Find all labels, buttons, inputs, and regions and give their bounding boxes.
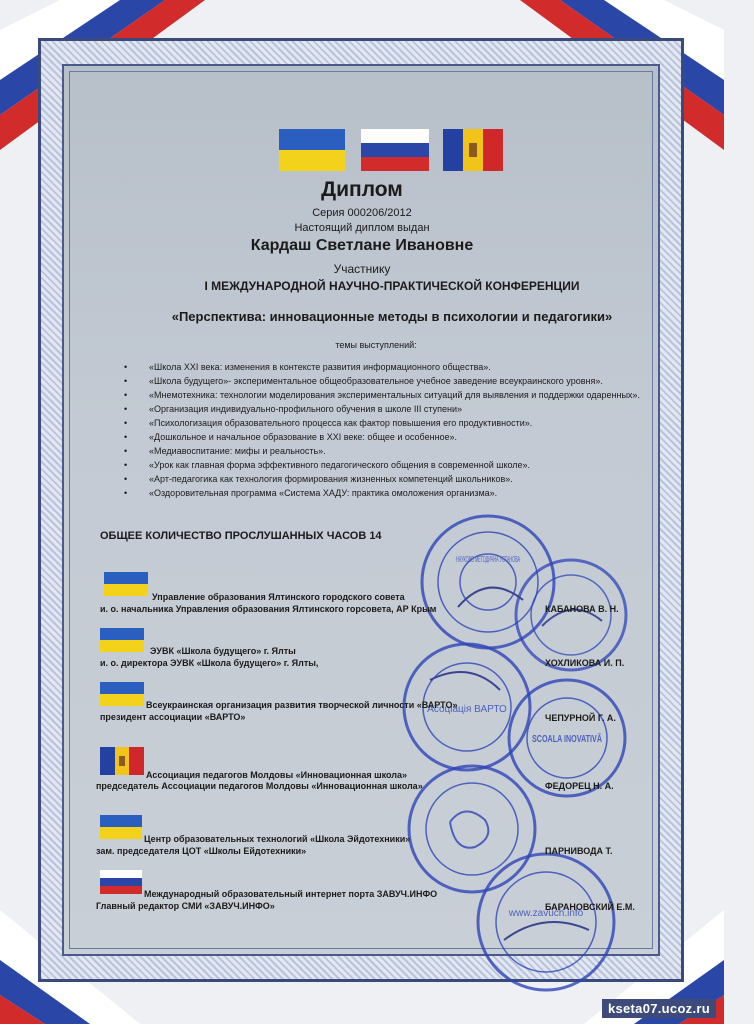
signatory-position: зам. председателя ЦОТ «Школы Ейдотехники» <box>96 846 307 856</box>
seal-text: НАУКОВО МЕТОДИЧНА УСТАНОВА <box>456 555 521 564</box>
signatory-position: и. о. начальника Управления образования Ялтинского горсовета, АР Крым <box>100 604 437 614</box>
signatory-org: Центр образовательных технологий «Школа Эйдотехники» <box>144 834 411 844</box>
signatory-name: ХОХЛИКОВА И. П. <box>545 658 625 668</box>
signatory-org: Международный образовательный интернет порта ЗАВУЧ.ИНФО <box>144 889 438 899</box>
list-item: • «Организация индивидуально-профильного обучения в школе III ступени» <box>118 402 658 416</box>
signatory-name: БАРАНОВСКИЙ Е.М. <box>545 902 635 912</box>
seal-text: Асоціація ВАРТО <box>427 704 507 715</box>
russia-flag-icon <box>361 129 429 171</box>
ukraine-flag-icon <box>104 572 148 596</box>
signatory-org: Ассоциация педагогов Молдовы «Инновационная школа» <box>146 770 407 780</box>
participant-role: Участнику <box>333 262 391 276</box>
watermark: kseta07.ucoz.ru <box>602 999 716 1018</box>
total-hours: ОБЩЕЕ КОЛИЧЕСТВО ПРОСЛУШАННЫХ ЧАСОВ 14 <box>100 530 382 542</box>
conference-title: «Перспектива: инновационные методы в психологии и педагогики» <box>171 309 613 324</box>
russia-flag-icon <box>100 870 142 894</box>
ukraine-flag-icon <box>100 815 142 839</box>
seal-text: www.zavuch.info <box>508 908 584 919</box>
signatory-name: ФЕДОРЕЦ Н. А. <box>545 781 614 791</box>
ukraine-flag-icon <box>100 682 144 706</box>
topics-heading: темы выступлений: <box>335 340 417 350</box>
seal-text: SCOALA INOVATIVĂ <box>532 734 630 745</box>
list-item: • «Арт-педагогика как технология формирования жизненных компетенций школьников». <box>118 472 658 486</box>
issued-text: Настоящий диплом выдан <box>294 222 430 234</box>
ukraine-flag-icon <box>100 628 144 652</box>
signatory-position: и. о. директора ЭУВК «Школа будущего» г. Ялты, <box>100 658 319 668</box>
seal-zavuch-icon <box>474 850 619 995</box>
signatory-name: ПАРНИВОДА Т. <box>545 846 613 856</box>
list-item: • «Мнемотехника: технологии моделирования экспериментальных ситуаций для выявления и поддержки одаренных». <box>118 388 658 402</box>
signatory-name: ЧЕПУРНОЙ Г. А. <box>545 713 616 723</box>
moldova-flag-icon <box>100 747 144 775</box>
signatory-name: КАБАНОВА В. Н. <box>545 604 619 614</box>
signatory-org: Управление образования Ялтинского городского совета <box>152 592 405 602</box>
signatory-position: председатель Ассоциации педагогов Молдовы «Инновационная школа» <box>96 781 423 791</box>
ukraine-flag-icon <box>279 129 345 171</box>
signatory-org: ЭУВК «Школа будущего» г. Ялты <box>150 646 296 656</box>
signatory-position: президент ассоциации «ВАРТО» <box>100 712 246 722</box>
list-item: • «Медиавоспитание: мифы и реальность». <box>118 444 658 458</box>
signatory-org: Всеукраинская организация развития творческой личности «ВАРТО» <box>146 700 458 710</box>
series-number: Серия 000206/2012 <box>312 207 412 219</box>
conference-name: I МЕЖДУНАРОДНОЙ НАУЧНО-ПРАКТИЧЕСКОЙ КОНФЕРЕНЦИИ <box>204 279 580 293</box>
list-item: • «Школа XXI века: изменения в контексте развития информационного общества». <box>118 360 658 374</box>
diploma-title: Диплом <box>321 178 403 201</box>
signatory-position: Главный редактор СМИ «ЗАВУЧ.ИНФО» <box>96 901 275 911</box>
list-item: • «Дошкольное и начальное образование в XXI веке: общее и особенное». <box>118 430 658 444</box>
list-item: • «Оздоровительная программа «Система ХАДУ: практика омоложения организма». <box>118 486 658 500</box>
list-item: • «Психологизация образовательного процесса как фактор повышения его продуктивности». <box>118 416 658 430</box>
recipient-name: Кардаш Светлане Ивановне <box>250 237 474 254</box>
list-item: • «Урок как главная форма эффективного педагогического общения в современной школе». <box>118 458 658 472</box>
list-item: • «Школа будущего»- экспериментальное общеобразовательное учебное заведение всеукраинского уровня». <box>118 374 658 388</box>
moldova-flag-icon <box>443 129 503 171</box>
topics-list <box>118 360 658 500</box>
